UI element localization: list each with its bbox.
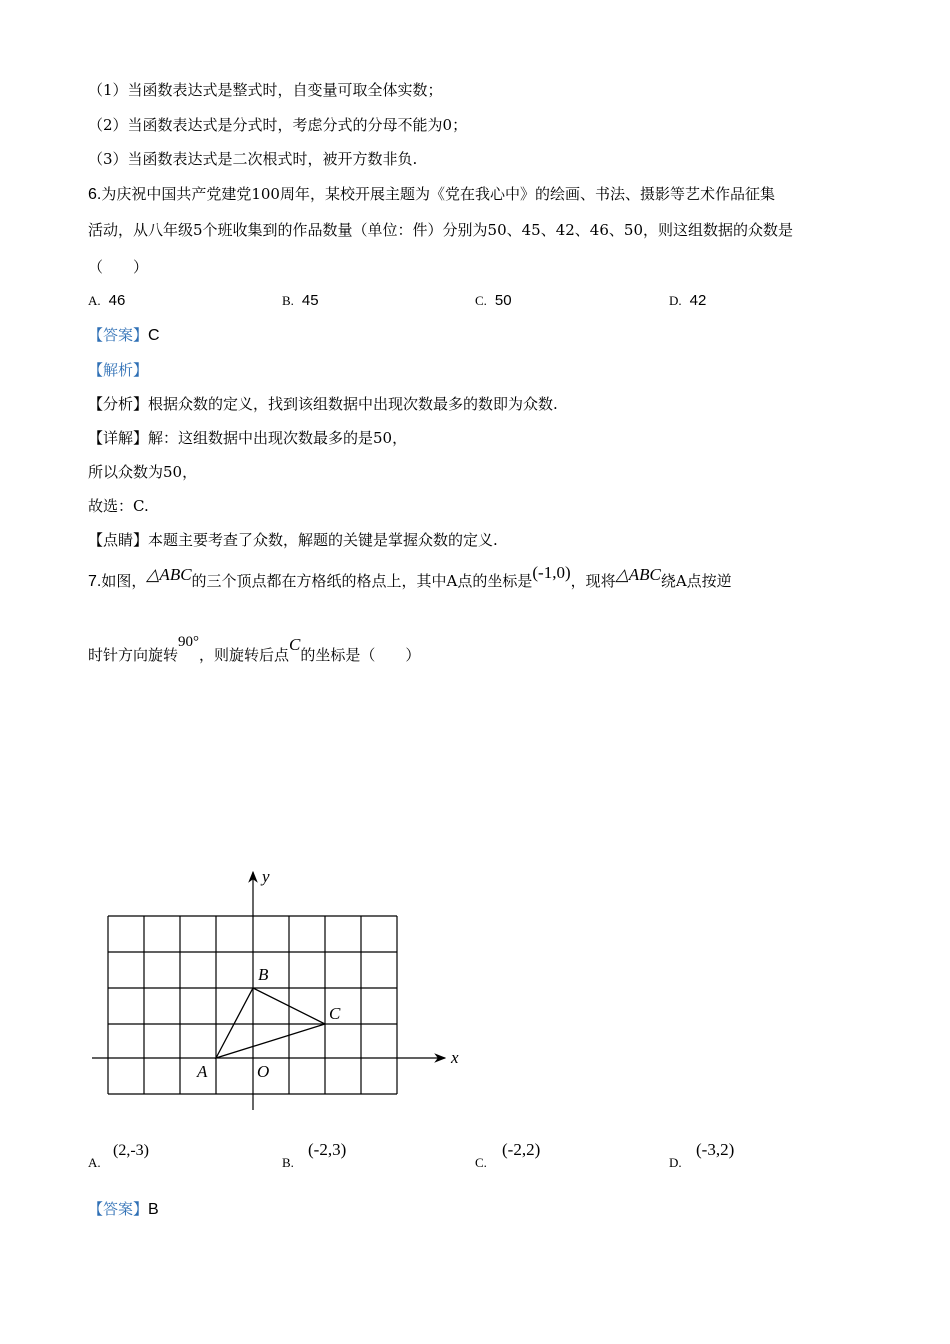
q6-answer — [88, 325, 160, 346]
q6-text-1: 为庆祝中国共产党建党100周年，某校开展主题为《党在我心中》的绘画、书法、摄影等艺术作品征集 — [101, 185, 775, 203]
triangle-abc-2: △ABC — [615, 565, 661, 584]
q6-fenxi: 【分析】根据众数的定义，找到该组数据中出现次数最多的数即为众数. — [88, 395, 558, 413]
q6-line3: （ ） — [88, 258, 149, 276]
q6-option-a[interactable]: A. 46 — [88, 292, 126, 309]
q6-jiexi — [88, 360, 148, 380]
note-2: （2）当函数表达式是分式时，考虑分式的分母不能为0； — [88, 116, 468, 134]
q6-xiangjie: 【详解】解：这组数据中出现次数最多的是50， — [88, 429, 408, 447]
q7-answer-tag: 【答案】 — [88, 1200, 149, 1218]
point-c: C — [289, 635, 301, 654]
note-3: （3）当函数表达式是二次根式时，被开方数非负. — [88, 150, 418, 168]
coord-a: (-1,0) — [532, 563, 571, 582]
q7-option-d-label[interactable]: D. — [669, 1155, 682, 1170]
q6-line1 — [88, 184, 775, 205]
triangle-abc-shape — [216, 988, 325, 1058]
q6-line2: 活动，从八年级5个班收集到的作品数量（单位：件）分别为50、45、42、46、50，则这组数据的众数是 — [88, 221, 793, 239]
answer-value: C — [148, 327, 160, 344]
q7-option-a-value[interactable]: (2,-3) — [113, 1142, 149, 1159]
q7-number: 7. — [88, 573, 102, 590]
q6-line-b: 故选：C. — [88, 497, 149, 515]
label-b: B — [258, 965, 269, 984]
q7-option-c-value[interactable]: (-2,2) — [502, 1140, 541, 1159]
y-axis-label: y — [262, 867, 270, 886]
q6-option-b[interactable]: B. 45 — [282, 292, 319, 309]
jiexi-tag: 【解析】 — [88, 361, 149, 379]
xiangjie-tag: 【详解】 — [88, 429, 149, 447]
q6-line-a: 所以众数为50， — [88, 463, 198, 481]
q7-option-d-value[interactable]: (-3,2) — [696, 1140, 735, 1159]
q6-number: 6. — [88, 186, 102, 203]
q7-option-b-label[interactable]: B. — [282, 1155, 294, 1170]
triangle-abc: △ABC — [146, 565, 192, 584]
q6-option-d[interactable]: D. 42 — [669, 292, 707, 309]
dianjing-tag: 【点睛】 — [88, 531, 149, 549]
q7-answer-value: B — [148, 1201, 159, 1218]
coordinate-grid-figure — [80, 860, 480, 1120]
q7-option-c-label[interactable]: C. — [475, 1155, 487, 1170]
q7-option-b-value[interactable]: (-2,3) — [308, 1140, 347, 1159]
label-c: C — [329, 1004, 341, 1023]
note-1: （1）当函数表达式是整式时，自变量可取全体实数； — [88, 81, 443, 99]
angle-90: 90° — [178, 634, 200, 650]
x-axis-label: x — [451, 1048, 459, 1067]
q7-option-a-label[interactable]: A. — [88, 1155, 101, 1170]
q7-answer — [88, 1199, 159, 1220]
q6-dianjing: 【点睛】本题主要考查了众数，解题的关键是掌握众数的定义. — [88, 531, 498, 549]
q6-option-c[interactable]: C. 50 — [475, 292, 512, 309]
label-a: A — [197, 1062, 208, 1081]
q7-line2: 时针方向旋转90°，则旋转后点C的坐标是（ ） — [88, 634, 421, 664]
fenxi-tag: 【分析】 — [88, 395, 149, 413]
label-o: O — [257, 1062, 270, 1081]
answer-tag: 【答案】 — [88, 326, 149, 344]
q7-line1: 7.如图，△ABC的三个顶点都在方格纸的格点上，其中A点的坐标是(-1,0)，现将△ABC绕A点按逆 — [88, 563, 732, 590]
